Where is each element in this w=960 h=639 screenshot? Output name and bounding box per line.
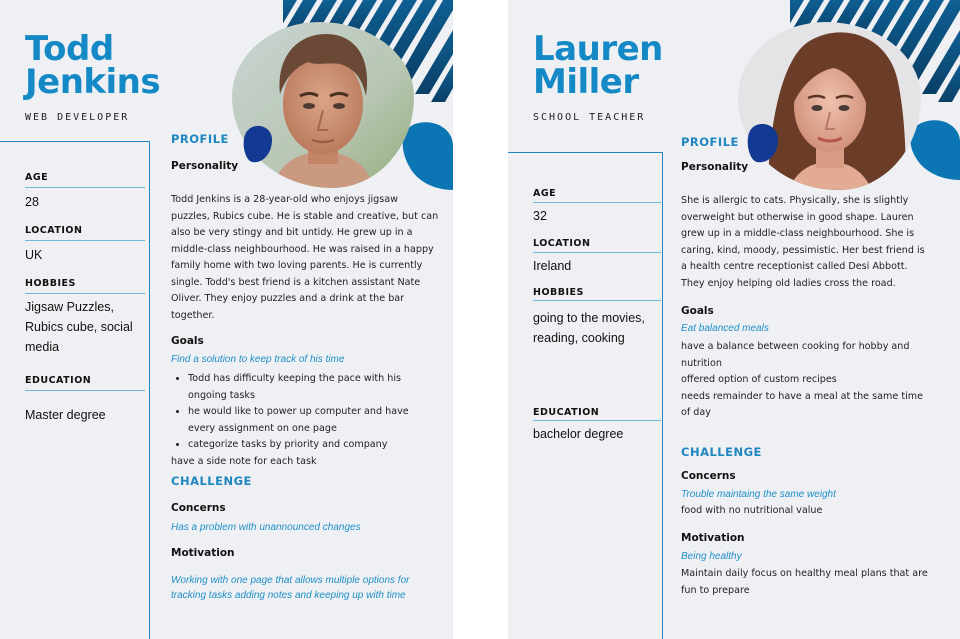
location-value: Ireland bbox=[533, 259, 572, 273]
location-value: UK bbox=[25, 248, 43, 262]
goals-heading: Goals bbox=[171, 335, 204, 347]
motivation-title: Being healthy bbox=[681, 551, 742, 562]
hobbies-rule bbox=[25, 293, 145, 294]
education-rule bbox=[25, 390, 145, 391]
motivation-text: Maintain daily focus on healthy meal plans that are fun to prepare bbox=[681, 568, 928, 596]
location-rule bbox=[25, 240, 145, 241]
goal-list bbox=[188, 371, 448, 454]
location-rule bbox=[533, 252, 661, 253]
concern-text: Has a problem with unannounced changes bbox=[171, 522, 361, 533]
education-value: bachelor degree bbox=[533, 427, 624, 441]
challenge-heading: CHALLENGE bbox=[681, 445, 762, 459]
goal-extra: have a side note for each task bbox=[171, 456, 317, 467]
goal-title: Eat balanced meals bbox=[681, 323, 769, 334]
location-label: LOCATION bbox=[533, 238, 591, 249]
motivation-heading: Motivation bbox=[681, 532, 745, 544]
goal-title: Find a solution to keep track of his time bbox=[171, 354, 345, 365]
list-item: • categorize tasks by priority and company bbox=[188, 437, 448, 454]
personality-text: Todd Jenkins is a 28-year-old who enjoys jigsaw puzzles, Rubics cube. He is stable and creative, but can also be very stingy and bit untidy. He grew up in a middle-class neighbourhood. He was raised in a happy family home with two loving parents. He is currently single. Todd's best friend is a kitchen assistant Nate Oliver. They enjoy puzzles and a drink at the bar together. bbox=[171, 194, 439, 321]
profile-heading: PROFILE bbox=[681, 135, 739, 149]
persona-card-todd bbox=[0, 0, 453, 639]
persona-role: WEB DEVELOPER bbox=[25, 112, 130, 123]
persona-role: SCHOOL TEACHER bbox=[533, 112, 646, 123]
list-item: • Todd has difficulty keeping the pace with his ongoing tasks bbox=[188, 371, 448, 404]
sidebar-divider bbox=[508, 152, 663, 639]
persona-photo bbox=[738, 22, 921, 190]
age-label: AGE bbox=[25, 172, 49, 183]
location-label: LOCATION bbox=[25, 225, 83, 236]
profile-heading: PROFILE bbox=[171, 132, 229, 146]
hobbies-rule bbox=[533, 300, 661, 301]
goals-heading: Goals bbox=[681, 305, 714, 317]
personality-heading: Personality bbox=[171, 160, 239, 172]
age-value: 32 bbox=[533, 209, 547, 223]
hobbies-label: HOBBIES bbox=[533, 287, 584, 298]
concerns-heading: Concerns bbox=[171, 502, 226, 514]
motivation-heading: Motivation bbox=[171, 547, 235, 559]
concern-text: Trouble maintaing the same weight bbox=[681, 489, 836, 500]
education-label: EDUCATION bbox=[25, 375, 92, 386]
education-value: Master degree bbox=[25, 408, 106, 422]
decorative-blob-small bbox=[746, 122, 780, 164]
education-rule bbox=[533, 420, 661, 421]
education-label: EDUCATION bbox=[533, 407, 600, 418]
goal-text: have a balance between cooking for hobby and nutrition offered option of custom recipes needs remainder to have a meal at the same time of day bbox=[681, 341, 923, 418]
hobbies-value: Jigsaw Puzzles, Rubics cube, social media bbox=[25, 300, 133, 354]
persona-name: Lauren Miller bbox=[533, 29, 663, 102]
persona-card-lauren bbox=[508, 0, 960, 639]
decorative-blob-small bbox=[242, 124, 274, 164]
hobbies-label: HOBBIES bbox=[25, 278, 76, 289]
list-item: • he would like to power up computer and have every assignment on one page bbox=[188, 404, 448, 437]
hobbies-value: going to the movies, reading, cooking bbox=[533, 311, 645, 345]
persona-name: Todd Jenkins bbox=[25, 29, 161, 102]
age-label: AGE bbox=[533, 188, 557, 199]
challenge-heading: CHALLENGE bbox=[171, 474, 252, 488]
age-rule bbox=[25, 187, 145, 188]
motivation-text: Working with one page that allows multiple options for tracking tasks adding notes and keeping up with time bbox=[171, 575, 410, 601]
personality-heading: Personality bbox=[681, 161, 749, 173]
age-rule bbox=[533, 202, 661, 203]
personality-text: She is allergic to cats. Physically, she is slightly overweight but otherwise in good shape. Lauren grew up in a middle-class neighbourhood. She is caring, kind, moody, pessimistic. Her best friend is a health centre receptionist called Desi Abbott. They enjoy helping old ladies cross the road. bbox=[681, 195, 925, 289]
concerns-heading: Concerns bbox=[681, 470, 736, 482]
age-value: 28 bbox=[25, 195, 39, 209]
concern-detail: food with no nutritional value bbox=[681, 505, 823, 516]
